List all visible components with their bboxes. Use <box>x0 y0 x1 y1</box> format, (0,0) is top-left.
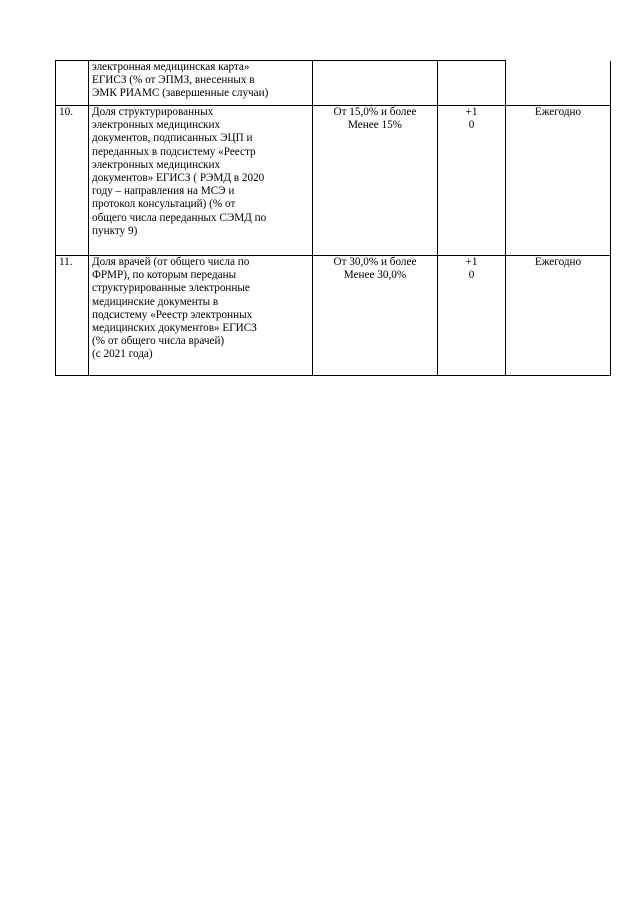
criteria-table <box>55 60 611 376</box>
value-line: Менее 15% <box>348 119 402 132</box>
row-value-cell <box>313 106 438 256</box>
description-line: ЭМК РИАМС (завершенные случаи) <box>92 87 269 100</box>
description-line: общего числа переданных СЭМД по <box>92 211 267 224</box>
value-line: От 30,0% и более <box>333 256 417 268</box>
row-number-cell: 10. <box>56 106 89 256</box>
description-line: электронная медицинская карта» <box>92 61 250 73</box>
description-line: ЕГИСЗ (% от ЭПМЗ, внесенных в <box>92 74 255 87</box>
row-score-cell <box>438 106 506 256</box>
description-line: медицинские документы в <box>92 295 219 308</box>
table-row <box>56 256 611 376</box>
description-line: документов» ЕГИСЗ ( РЭМД в 2020 <box>92 172 265 185</box>
row-value-cell <box>313 61 438 106</box>
score-line: 0 <box>468 269 475 282</box>
description-line: переданных в подсистему «Реестр <box>92 145 256 158</box>
score-line: 0 <box>468 119 475 132</box>
description-line: году – направления на МСЭ и <box>92 185 235 198</box>
description-line: электронных медицинских <box>92 158 221 171</box>
score-line: +1 <box>465 256 478 268</box>
description-line: протокол консультаций) (% от <box>92 198 236 211</box>
score-line: +1 <box>465 106 478 118</box>
row-score-cell <box>438 61 506 106</box>
row-score-cell <box>438 256 506 376</box>
description-line: (с 2021 года) <box>92 348 153 361</box>
value-line: Менее 30,0% <box>343 269 407 282</box>
row-value-cell <box>313 256 438 376</box>
description-line: медицинских документов» ЕГИСЗ <box>92 322 257 335</box>
value-line: От 15,0% и более <box>333 106 417 118</box>
row-frequency-cell: Ежегодно <box>506 106 611 256</box>
row-number-cell <box>56 61 89 106</box>
description-line: документов, подписанных ЭЦП и <box>92 132 253 145</box>
description-line: электронных медицинских <box>92 119 221 132</box>
row-number-cell: 11. <box>56 256 89 376</box>
row-description-cell <box>89 106 313 256</box>
row-description-cell <box>89 61 313 106</box>
table-row <box>56 106 611 256</box>
row-frequency-cell: Ежегодно <box>506 256 611 376</box>
description-line: пункту 9) <box>92 224 138 237</box>
description-line: ФРМР), по которым переданы <box>92 269 237 282</box>
description-line: структурированные электронные <box>92 282 250 295</box>
description-line: подсистему «Реестр электронных <box>92 308 253 321</box>
description-line: Доля структурированных <box>92 106 214 118</box>
table-row-continuation <box>56 61 611 106</box>
row-description-cell <box>89 256 313 376</box>
row-frequency-cell <box>506 61 611 106</box>
description-line: (% от общего числа врачей) <box>92 335 225 348</box>
description-line: Доля врачей (от общего числа по <box>92 256 250 268</box>
